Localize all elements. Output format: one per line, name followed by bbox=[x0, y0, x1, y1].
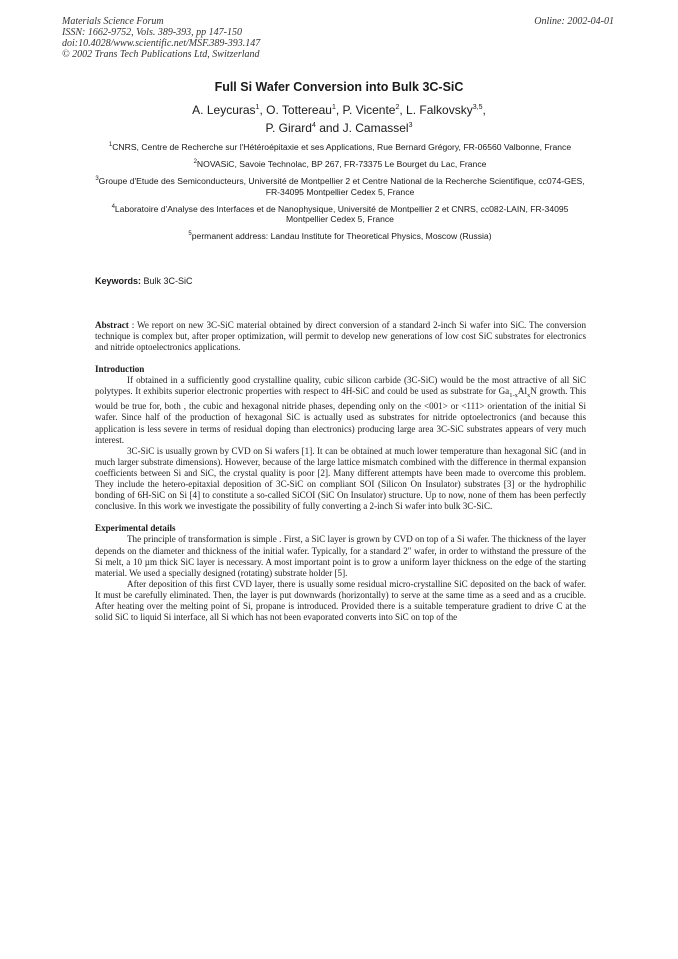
abstract bbox=[95, 320, 586, 353]
affiliation-list bbox=[90, 140, 590, 246]
keywords-value: Bulk 3C-SiC bbox=[143, 276, 193, 286]
copyright-line: © 2002 Trans Tech Publications Ltd, Switzerland bbox=[62, 49, 260, 60]
author: J. Camassel$^3$ bbox=[342, 121, 413, 135]
author-line-1 bbox=[0, 100, 678, 118]
keywords bbox=[95, 276, 193, 286]
paper-title: Full Si Wafer Conversion into Bulk 3C-SiC bbox=[214, 80, 464, 94]
affiliation: $^4$Laboratoire d'Analyse des Interfaces et de Nanophysique, Université de Montpellier 2 et CNRS, cc082-LAIN, FR-34095 Montpellier Cedex 5, France bbox=[111, 203, 569, 225]
author: P. Girard$^4$ and bbox=[265, 121, 343, 135]
journal-name: Materials Science Forum bbox=[62, 16, 164, 27]
author-list bbox=[0, 100, 678, 136]
author: P. Vicente$^2$, bbox=[342, 103, 407, 117]
paragraph: After deposition of this first CVD layer, there is usually some residual micro-crystalline SiC deposited on the back of wafer. It must be carefully eliminated. Then, the layer is put downwards (horizontally) to serve at the same time as a seed and as a crucible. After heating over the melting point of Si, propane is introduced. Provided there is a suitable temperature gradient to drive C at the solid SiC to liquid Si interface, all Si which has not been evaporated converts into SiC on top of the bbox=[95, 578, 586, 623]
abstract-text: : We report on new 3C-SiC material obtained by direct conversion of a standard 2-inch Si wafer into SiC. The conversion technique is complex but, after proper optimization, will permit to develop new generations of low cost SiC substrates for electronics and nitride optoelectronics applications. bbox=[95, 320, 586, 353]
issn-line: ISSN: 1662-9752, Vols. 389-393, pp 147-150 bbox=[62, 27, 242, 38]
paragraph: 3C-SiC is usually grown by CVD on Si wafers [1]. It can be obtained at much lower temperature than hexagonal SiC (and in much larger substrate dimensions). However, because of the large lattice mismatch combined with the difference in thermal expansion coefficients between Si and SiC, the crystal quality is poor [2]. Many different attempts have been made to overcome this problem. They include the hetero-epitaxial deposition of 3C-SiC on compliant SOI (Silicon On Insulator) substrates [3] or the hydrophilic bonding of 6H-SiC on Si [4] to constitute a so-called SiCOI (SiC On Insulator) structure. Up to now, none of them has been perfectly conclusive. In this work we investigate the possibility of fully converting a 2-inch Si wafer into bulk 3C-SiC. bbox=[95, 445, 586, 512]
affiliation: $^3$Groupe d'Etude des Semiconducteurs, Université de Montpellier 2 et Centre National de la Recherche Scientifique, cc074-GES, FR-34095 Montpellier Cedex 5, France bbox=[95, 175, 585, 197]
doi-line: doi:10.4028/www.scientific.net/MSF.389-393.147 bbox=[62, 38, 261, 49]
paper-body bbox=[95, 320, 586, 634]
author: O. Tottereau$^1$, bbox=[266, 103, 343, 117]
abstract-label: Abstract bbox=[95, 320, 129, 330]
affiliation: $^2$NOVASiC, Savoie Technolac, BP 267, FR-73375 Le Bourget du Lac, France bbox=[193, 158, 487, 169]
experimental-section bbox=[95, 523, 586, 623]
author: A. Leycuras$^1$, bbox=[192, 103, 267, 117]
journal-header bbox=[62, 16, 260, 60]
paragraph: If obtained in a sufficiently good crystalline quality, cubic silicon carbide (3C-SiC) would be the most attractive of all SiC polytypes. It exhibits superior electronic properties with respect to 4H-SiC and could be used as substrate for $Ga_{1-x}Al_xN$ growth. This would be true for, both , the cubic and hexagonal nitride phases, depending only on the <001> or <111> orientation of the initial Si wafer. Since half of the production of hexagonal SiC is actually used as substrates for nitride optoelectronics (and because this application is less severe in terms of residual doping than electronics) producing large area 3C-SiC substrates appears of very much interest. bbox=[95, 375, 587, 445]
section-heading: Experimental details bbox=[95, 523, 176, 534]
online-date: Online: 2002-04-01 bbox=[534, 16, 614, 27]
keywords-label: Keywords: bbox=[95, 276, 142, 286]
author: L. Falkovsky$^{3,5}$, bbox=[406, 103, 486, 117]
author-line-2 bbox=[0, 118, 678, 136]
introduction-section bbox=[95, 364, 586, 512]
section-heading: Introduction bbox=[95, 364, 145, 375]
paragraph: The principle of transformation is simple . First, a SiC layer is grown by CVD on top of a Si wafer. The thickness of the layer depends on the diameter and thickness of the initial wafer. Typically, for a standard 2" wafer, in order to withstand the pressure of the Si melt, a 10 µm thick SiC layer is necessary. A most important point is to grow a uniform layer thickness on the edge of the starting material. We used a specially designed (rotating) substrate holder [5]. bbox=[95, 534, 586, 578]
affiliation: $^5$permanent address: Landau Institute for Theoretical Physics, Moscow (Russia) bbox=[188, 231, 492, 242]
affiliation: $^1$CNRS, Centre de Recherche sur l'Hétéroépitaxie et ses Applications, Rue Bernard Grégory, FR-06560 Valbonne, France bbox=[108, 141, 572, 152]
